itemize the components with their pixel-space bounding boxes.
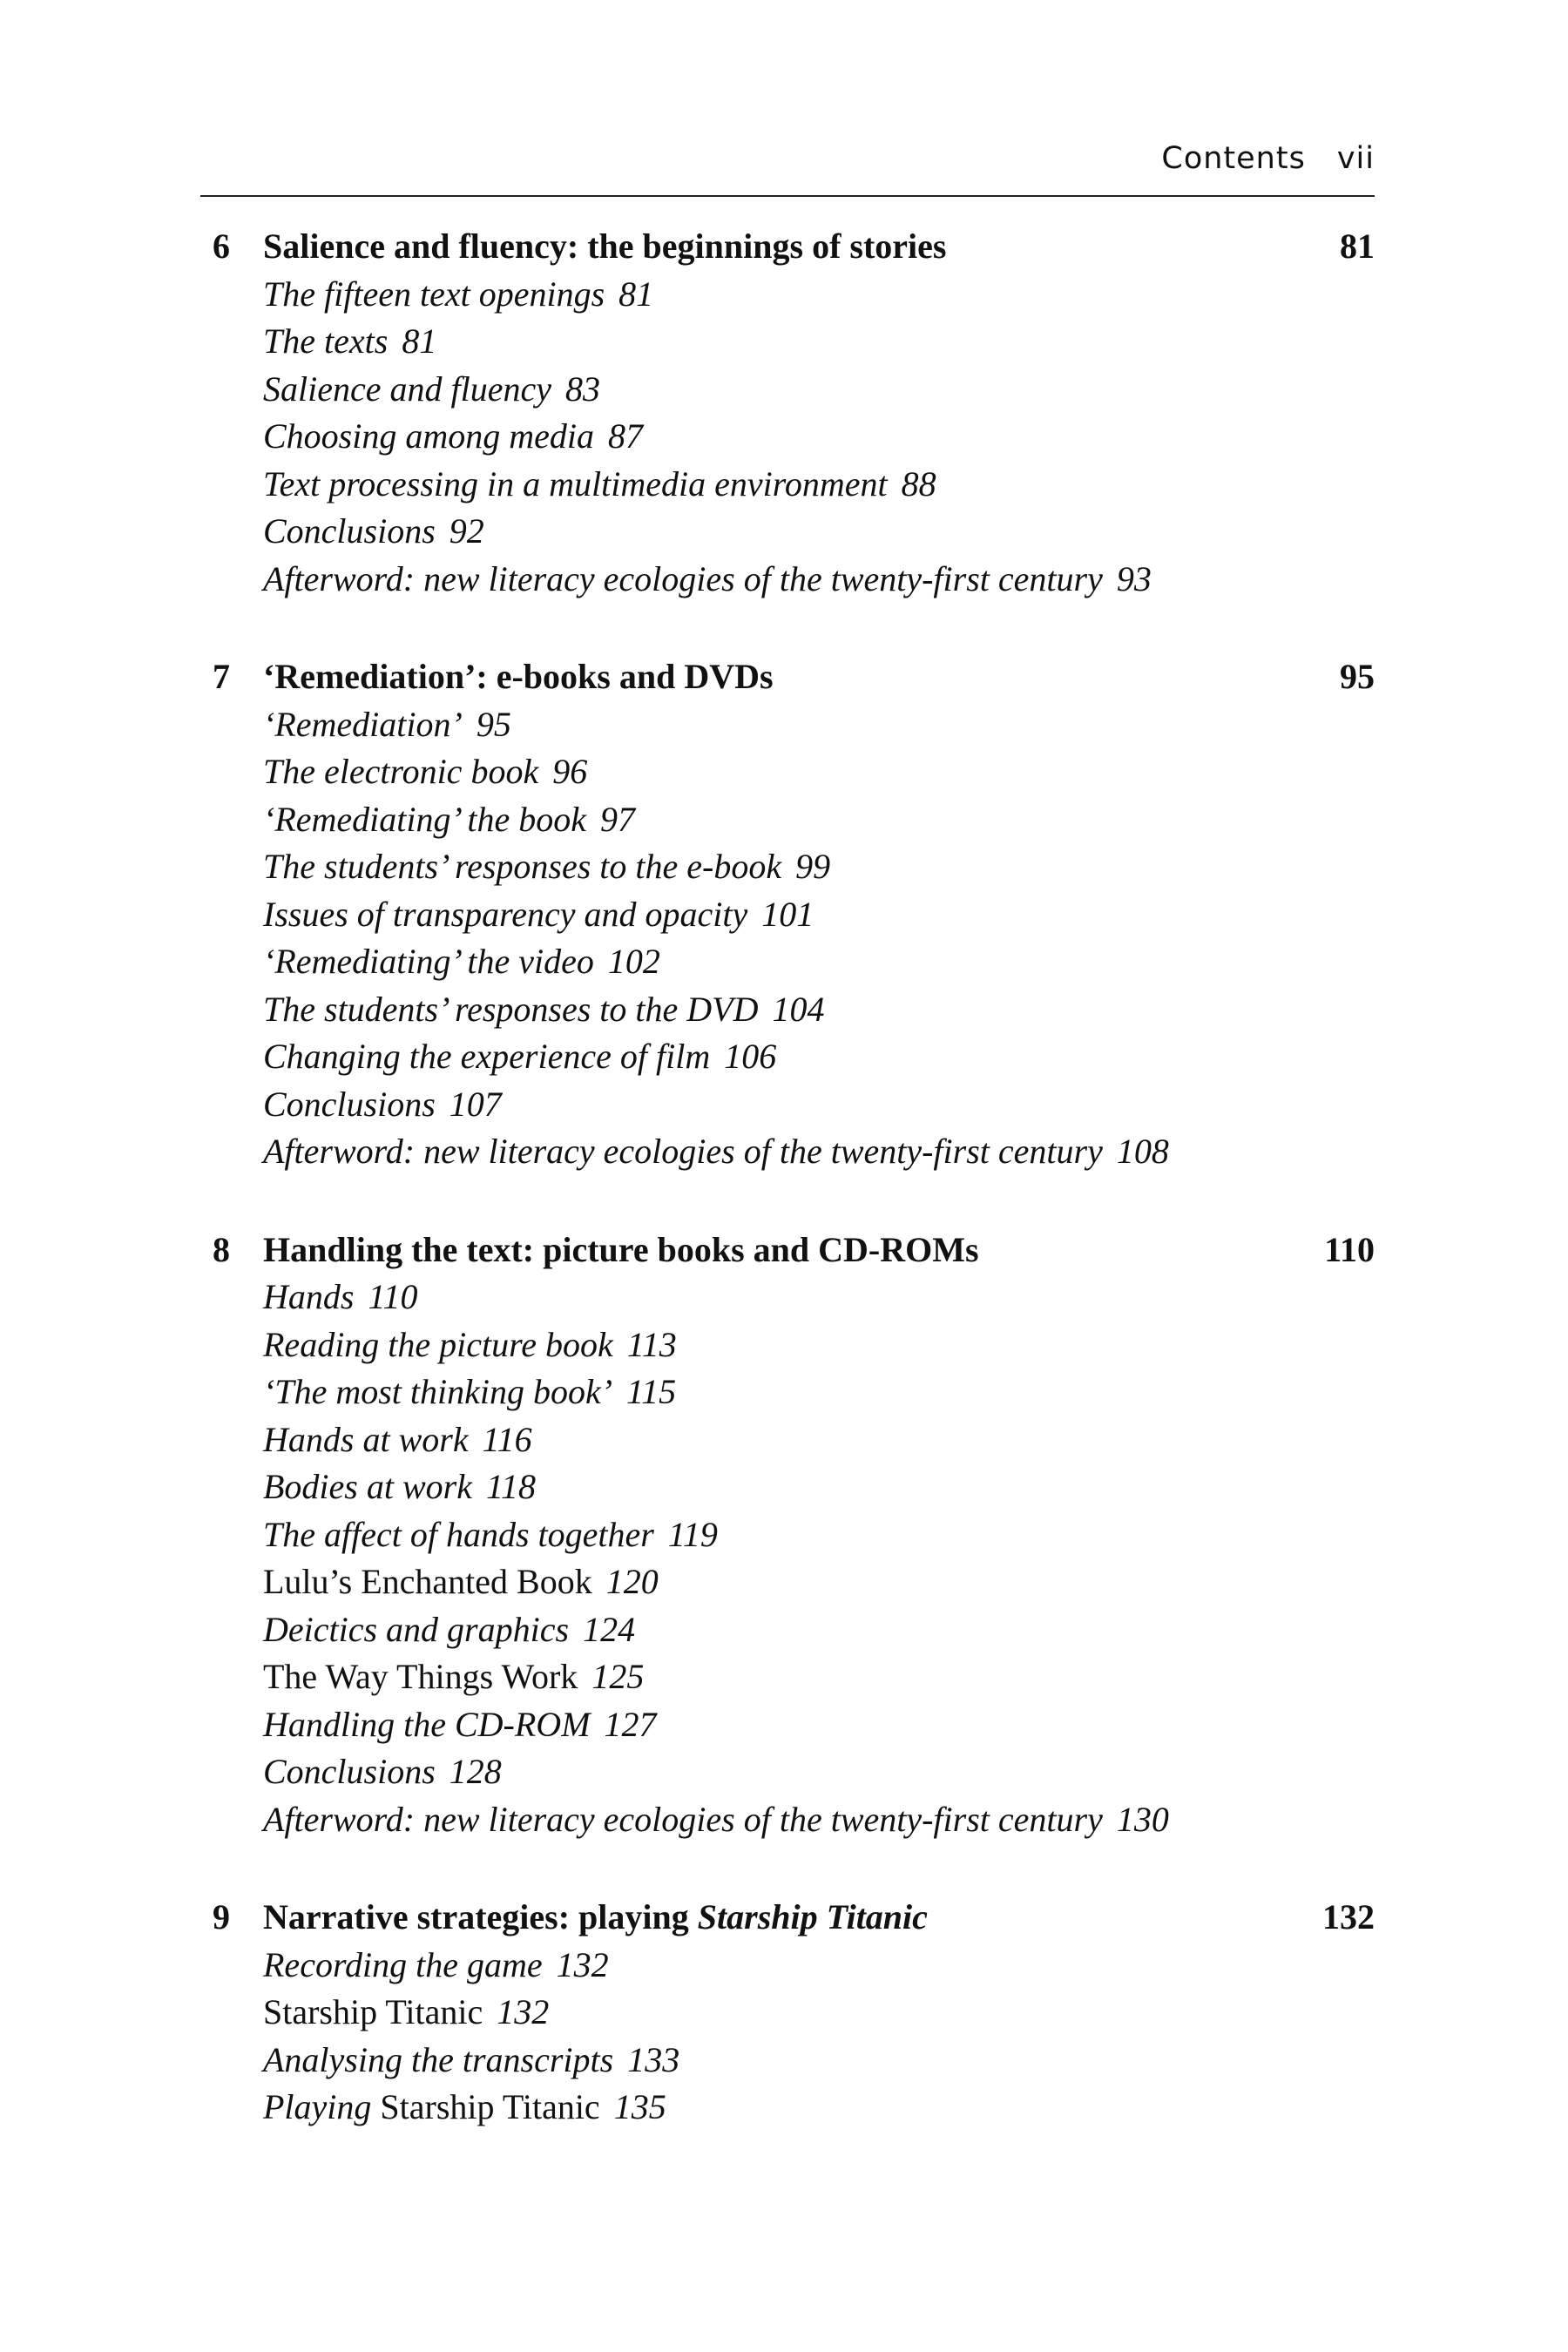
section-page-number: 127 <box>604 1704 657 1744</box>
section-title: Analysing the transcripts <box>263 2039 614 2079</box>
page-folio: vii <box>1336 141 1375 176</box>
section-entry[interactable] <box>263 1321 1375 1369</box>
section-entry[interactable] <box>263 1128 1375 1176</box>
section-entry[interactable] <box>263 701 1375 749</box>
section-page-number: 128 <box>449 1752 502 1791</box>
section-page-number: 107 <box>449 1084 502 1124</box>
chapter-title-text: Salience and fluency: the beginnings of stories <box>263 226 947 266</box>
section-work-title: Lulu’s Enchanted Book <box>263 1562 592 1601</box>
chapter-heading[interactable] <box>200 223 1375 271</box>
chapter-heading[interactable] <box>200 1894 1375 1942</box>
section-list <box>200 1274 1375 1843</box>
section-page-number: 97 <box>600 799 635 839</box>
section-entry[interactable] <box>263 1463 1375 1511</box>
section-title: The students’ responses to the DVD <box>263 989 759 1029</box>
section-title: The students’ responses to the e-book <box>263 847 782 886</box>
section-title: Handling the CD-ROM <box>263 1704 591 1744</box>
section-page-number: 108 <box>1116 1132 1169 1171</box>
chapter-heading[interactable] <box>200 1227 1375 1274</box>
chapter-page-number: 81 <box>1340 226 1375 266</box>
section-entry[interactable] <box>263 748 1375 796</box>
section-entry[interactable] <box>263 1748 1375 1796</box>
chapter-page-number: 95 <box>1340 657 1375 696</box>
section-list <box>200 701 1375 1176</box>
section-entry[interactable] <box>263 461 1375 509</box>
section-page-number: 116 <box>482 1419 532 1459</box>
section-title: Recording the game <box>263 1944 543 1984</box>
section-page-number: 99 <box>795 847 831 886</box>
section-title: Reading the picture book <box>263 1324 613 1364</box>
chapter-title-text: Handling the text: picture books and CD-ROMs <box>263 1229 979 1269</box>
section-work-title: The Way Things Work <box>263 1657 578 1696</box>
section-page-number: 130 <box>1116 1799 1169 1839</box>
section-entry[interactable] <box>263 1081 1375 1129</box>
section-entry[interactable] <box>263 891 1375 939</box>
chapter-7 <box>200 653 1375 1176</box>
section-title: Text processing in a multimedia environment <box>263 463 888 504</box>
section-entry[interactable] <box>263 938 1375 986</box>
section-page-number: 88 <box>901 463 936 504</box>
section-page-number: 93 <box>1116 558 1152 598</box>
section-page-number: 92 <box>449 511 484 551</box>
section-entry[interactable] <box>263 318 1375 366</box>
chapter-title <box>263 1894 1322 1942</box>
section-page-number: 81 <box>618 274 654 314</box>
section-title: The texts <box>263 321 389 361</box>
section-page-number: 132 <box>556 1944 609 1984</box>
chapter-6 <box>200 223 1375 603</box>
section-title: ‘The most thinking book’ <box>263 1372 613 1411</box>
section-title: The affect of hands together <box>263 1514 654 1554</box>
section-page-number: 124 <box>583 1609 636 1649</box>
section-page-number: 83 <box>564 368 600 409</box>
section-entry[interactable] <box>263 2084 1375 2132</box>
section-title: The fifteen text openings <box>263 274 605 314</box>
section-entry[interactable] <box>263 271 1375 319</box>
section-work-title: Starship Titanic <box>380 2087 600 2126</box>
section-page-number: 101 <box>761 894 814 934</box>
section-title: Bodies at work <box>263 1467 472 1506</box>
running-head <box>200 141 1375 183</box>
section-title: Choosing among media <box>263 416 594 456</box>
section-entry[interactable] <box>263 1369 1375 1416</box>
section-page-number: 96 <box>552 752 588 791</box>
section-page-number: 132 <box>497 1992 550 2031</box>
section-title: Conclusions <box>263 1084 436 1124</box>
section-title: ‘Remediating’ the book <box>263 799 586 839</box>
section-page-number: 113 <box>626 1324 677 1364</box>
section-entry[interactable] <box>263 1989 1375 2037</box>
section-page-number: 110 <box>368 1277 418 1316</box>
section-page-number: 133 <box>627 2039 680 2079</box>
section-page-number: 106 <box>724 1037 777 1076</box>
chapter-title <box>263 1227 1324 1274</box>
section-page-number: 125 <box>591 1657 645 1696</box>
section-title: Hands at work <box>263 1419 469 1459</box>
section-page-number: 102 <box>607 942 660 981</box>
section-entry[interactable] <box>263 1796 1375 1844</box>
section-title: Deictics and graphics <box>263 1609 570 1649</box>
chapter-9 <box>200 1894 1375 2132</box>
section-entry[interactable] <box>263 2037 1375 2085</box>
section-page-number: 115 <box>626 1372 677 1411</box>
section-entry[interactable] <box>263 986 1375 1034</box>
section-entry[interactable] <box>263 1558 1375 1606</box>
chapter-8 <box>200 1227 1375 1844</box>
chapter-title-italic: Starship Titanic <box>697 1897 928 1936</box>
chapter-number: 8 <box>213 1229 230 1269</box>
section-entry[interactable] <box>263 1416 1375 1464</box>
table-of-contents <box>200 223 1375 2182</box>
section-entry[interactable] <box>263 556 1375 604</box>
section-title: Conclusions <box>263 511 436 551</box>
section-title: Conclusions <box>263 1752 436 1791</box>
running-head-section: Contents <box>1161 141 1306 176</box>
section-title: ‘Remediating’ the video <box>263 942 594 981</box>
section-title: Salience and fluency <box>263 368 551 409</box>
chapter-number: 7 <box>213 657 230 696</box>
header-rule <box>200 195 1375 197</box>
section-title: Afterword: new literacy ecologies of the twenty-first century <box>263 558 1103 598</box>
chapter-title <box>263 223 1340 271</box>
section-entry[interactable] <box>263 413 1375 461</box>
section-page-number: 104 <box>772 989 825 1029</box>
section-title: Afterword: new literacy ecologies of the twenty-first century <box>263 1799 1103 1839</box>
chapter-number: 9 <box>213 1897 230 1936</box>
section-list <box>200 1942 1375 2132</box>
section-title: Afterword: new literacy ecologies of the twenty-first century <box>263 1132 1103 1171</box>
chapter-page-number: 132 <box>1322 1897 1375 1936</box>
chapter-title <box>263 653 1340 701</box>
section-entry[interactable] <box>263 1274 1375 1321</box>
chapter-page-number: 110 <box>1324 1229 1375 1269</box>
chapter-title-text: ‘Remediation’: e-books and DVDs <box>263 657 774 696</box>
section-page-number: 118 <box>485 1467 537 1506</box>
section-page-number: 87 <box>608 416 643 456</box>
section-page-number: 135 <box>613 2087 666 2126</box>
section-title: Issues of transparency and opacity <box>263 894 748 934</box>
section-entry[interactable] <box>263 1701 1375 1749</box>
section-title: Hands <box>263 1277 355 1316</box>
section-title: The electronic book <box>263 752 539 791</box>
section-page-number: 119 <box>667 1514 718 1554</box>
chapter-heading[interactable] <box>200 653 1375 701</box>
section-entry[interactable] <box>263 843 1375 891</box>
section-entry[interactable] <box>263 1942 1375 1990</box>
section-entry[interactable] <box>263 1033 1375 1081</box>
section-title: Changing the experience of film <box>263 1037 711 1076</box>
section-entry[interactable] <box>263 1511 1375 1559</box>
section-page-number: 81 <box>402 321 437 361</box>
section-title: ‘Remediation’ <box>263 704 463 744</box>
section-entry[interactable] <box>263 1653 1375 1701</box>
section-entry[interactable] <box>263 508 1375 556</box>
section-entry[interactable] <box>263 366 1375 414</box>
chapter-number: 6 <box>213 226 230 266</box>
section-entry[interactable] <box>263 1606 1375 1654</box>
section-page-number: 120 <box>605 1562 659 1601</box>
section-page-number: 95 <box>476 704 511 744</box>
section-entry[interactable] <box>263 796 1375 844</box>
section-title: Playing <box>263 2087 372 2126</box>
section-list <box>200 271 1375 604</box>
section-work-title: Starship Titanic <box>263 1992 483 2031</box>
chapter-title-text: Narrative strategies: playing <box>263 1897 698 1936</box>
